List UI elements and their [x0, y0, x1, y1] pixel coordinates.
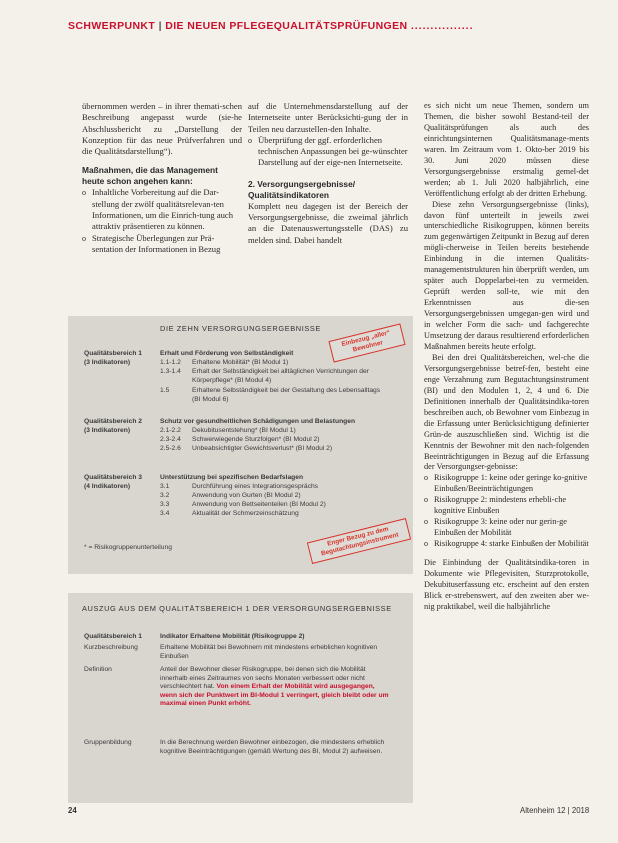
qb3-label — [84, 474, 154, 491]
indicator-num: 3.4 — [160, 510, 170, 517]
paragraph: Bei den drei Qualitätsbereichen, wel-che die Versorgungsergebnisse betref-fen, besteht eine enge Verzahnung zum Begutachtungsinstrument (BI) und den Modulen 1, 2, 4 und 6. Die Definitionen innerhalb der Qualitätsindika-toren beschreiben auch, ob Bewohner vom Einbezug in die Erfassung unter Berücksichtigung definierter Grün-de auszuschließen sind. Wichtig ist die Kenntnis der Bewohner mit den nach-folgenden Beeinträchtigungen in Bezug auf die Erfassung der Versorgungser-gebnisse: — [424, 352, 589, 472]
qb-title: Erhalt und Förderung von Selbständigkeit — [160, 350, 294, 357]
qb-count: (3 Indikatoren) — [84, 358, 131, 366]
qb-title: Schutz vor gesundheitlichen Schädigungen und Belastungen — [160, 418, 356, 425]
column-3 — [424, 101, 589, 613]
footnote: * = Risikogruppenunterteilung — [84, 544, 172, 551]
indicator-text: Durchführung eines Integrationsgesprächs — [192, 483, 319, 490]
indicator-num: 1.1-1.2 — [160, 359, 181, 366]
qb-label: Qualitätsbereich 1 — [84, 350, 142, 357]
qb-title: Unterstützung bei spezifischen Bedarfslagen — [160, 474, 304, 481]
subheading: 2. Versorgungsergebnisse/ Qualitätsindikatoren — [248, 178, 356, 200]
row-value: Erhaltene Mobilität bei Bewohnern mit mindestens erheblichen kognitiven Einbußen — [160, 644, 378, 660]
box-title: AUSZUG AUS DEM QUALITÄTSBEREICH 1 DER VERSORGUNGSERGEBNISSE — [82, 604, 392, 613]
indicator-text: Anwendung von Bettseitenteilen (BI Modul 2) — [192, 501, 326, 508]
page-number: 24 — [68, 806, 77, 815]
stamp-begutachtung: Enger Bezug zu dem Begutachtungsinstrument — [307, 518, 411, 564]
indicator-text: Erhaltene Mobilität* (BI Modul 1) — [192, 359, 289, 366]
paragraph: Diese zehn Versorgungsergebnisse (links), davon fünf unterteilt in jeweils zwei unterschiedliche Risikogruppen, können bereits zum gegenwärtigen Zeitpunkt in Bezug auf deren mögli-cherweise in Teilen bereits bestehende Einbindung in die internen Qualitäts-managementstrukturen hin überprüft werden, um später auch Doppelarbei-ten zu vermeiden. Geprüft werden soll-te, wie mit den Erkenntnissen aus die-sen Versorgungsergebnissen umgegan-gen wird und in welcher Form die sach- und fachgerechte Umsetzung der daraus resultierend erforderlichen Maßnahmen bereits heute erfolgt. — [424, 199, 589, 351]
row-key: Gruppenbildung — [84, 739, 132, 746]
bullet-item: o Risikogruppe 4: starke Einbußen der Mobilität — [424, 539, 589, 550]
bullet-list — [248, 135, 408, 169]
indicator-num: 3.1 — [160, 483, 170, 490]
indicator-text: Erhaltene Selbständigkeit bei der Gestaltung des Lebensalltags (BI Modul 6) — [192, 387, 381, 403]
bullet-item: o Überprüfung der ggf. erforderlichen technischen Anpassungen bei ge-wünschter Darstellung auf der eige-nen Internetseite. — [248, 135, 408, 169]
indicator-num: 2.5-2.6 — [160, 445, 181, 452]
paragraph: auf die Unternehmensdarstellung auf der Internetseite unter Berücksichti-gung der in Teilen neu darzustellen-den Inhalte. — [248, 101, 408, 134]
bullet-list — [82, 187, 242, 255]
header-separator: | — [158, 20, 162, 32]
auszug-box — [68, 593, 413, 803]
column-1 — [82, 101, 242, 255]
indicator-text: Erhalt der Selbständigkeit bei alltäglichen Verrichtungen der Körperpflege* (BI Modul 4) — [192, 368, 369, 384]
bullet-item: o Risikogruppe 1: keine oder geringe ko-gnitive Einbußen/Beeinträchtigungen — [424, 473, 589, 495]
bullet-item: o Strategische Überlegungen zur Prä-sentation der Informationen in Bezug — [82, 233, 242, 256]
qb-label: Qualitätsbereich 3 — [84, 474, 142, 481]
qb-count: (4 Indikatoren) — [84, 482, 131, 490]
row-key: Kurzbeschreibung — [84, 644, 138, 651]
indicator-text: Dekubitusentstehung* (BI Modul 1) — [192, 427, 296, 434]
indicator-num: 3.3 — [160, 501, 170, 508]
indicator-num: 1.5 — [160, 387, 170, 394]
header-section-label: SCHWERPUNKT — [68, 20, 156, 32]
box-title: DIE ZEHN VERSORGUNGSERGEBNISSE — [160, 324, 321, 333]
definition-text: Anteil der Bewohner dieser Risikogruppe, bei denen sich die Mobilität innerhalb eines Zeitraumes von sechs Monaten verbessert oder nicht verschlechtert hat. — [160, 666, 366, 691]
risk-group-list — [424, 473, 589, 550]
row-key: Definition — [84, 666, 112, 673]
column-2 — [248, 101, 408, 246]
definition-highlight: Von einem Erhalt der Mobilität wird ausgegangen, wenn sich der Punktwert im BI-Modul 1 verringert, gleich bleibt oder um maximal einen Punkt erhöht. — [160, 683, 389, 708]
indicator-text: Unbeabsichtigter Gewichtsverlust* (BI Modul 2) — [192, 445, 333, 452]
indicator-num: 1.3-1.4 — [160, 368, 181, 375]
indicator-text: Anwendung von Gurten (BI Modul 2) — [192, 492, 301, 499]
indicator-num: 3.2 — [160, 492, 170, 499]
bullet-item: o Inhaltliche Vorbereitung auf die Dar-stellung der zwölf qualitätsrelevan-ten Informationen, um die Einrich-tung auch attraktiv präsentieren zu können. — [82, 187, 242, 232]
magazine-issue: Altenheim 12 | 2018 — [520, 806, 590, 815]
paragraph: Komplett neu dagegen ist der Bereich der Versorgungsergebnisse, die zweimal jährlich an die Datenauswertungsstelle (DAS) zu melden sind. Dabei handelt — [248, 200, 408, 245]
header-topic: DIE NEUEN PFLEGEQUALITÄTSPRÜFUNGEN — [165, 20, 408, 32]
qb2-label — [84, 418, 154, 435]
stamp-einbezug: Einbezug „aller“ Bewohner — [328, 323, 405, 362]
indicator-text: Aktualität der Schmerzeinschätzung — [192, 510, 299, 517]
paragraph: es sich nicht um neue Themen, sondern um Themen, die bisher sowohl Bestand-teil der Qualitätsprüfungen als auch des einrichtungsinternen Qualitätsmanage-ments waren. Im Zeitraum vom 1. Okto-ber 2019 bis 30. Juni 2020 müssen diese Versorgungsergebnisse erstmalig gemel-det werden; ab 1. Juli 2020 halbjährlich, eine Veröffentlichung erfolgt ab der dritten Erhebung. — [424, 101, 589, 198]
subheading: Maßnahmen, die das Management heute schon angehen kann: — [82, 165, 218, 187]
row-value: Indikator Erhaltene Mobilität (Risikogruppe 2) — [160, 633, 305, 640]
versorgungsergebnisse-box — [68, 316, 413, 574]
bullet-item: o Risikogruppe 2: mindestens erhebli-che kognitive Einbußen — [424, 495, 589, 517]
qb-label: Qualitätsbereich 2 — [84, 418, 142, 425]
indicator-text: Schwerwiegende Sturzfolgen* (BI Modul 2) — [192, 436, 320, 443]
header-dots: ................ — [410, 20, 474, 32]
section-header — [68, 20, 474, 32]
qb1-label — [84, 350, 154, 367]
row-value — [160, 666, 390, 709]
row-key: Qualitätsbereich 1 — [84, 633, 142, 640]
indicator-num: 2.3-2.4 — [160, 436, 181, 443]
qb-count: (3 Indikatoren) — [84, 426, 131, 434]
paragraph: Die Einbindung der Qualitätsindika-toren in Dokumente wie Pflegevisiten, Sturzprotokolle, Dekubituserfassung etc. erscheint auf den ersten Blick er-strebenswert, auf den zweiten aber we-nig praktikabel, weil die halbjährliche — [424, 558, 589, 611]
indicator-num: 2.1-2.2 — [160, 427, 181, 434]
row-value: In die Berechnung werden Bewohner einbezogen, die mindestens erheblich kognitive Beeinträchtigungen (gemäß Wertung des BI, Modul 2) aufweisen. — [160, 739, 385, 755]
paragraph: übernommen werden – in ihrer themati-schen Beschreibung angepasst wurde (sie-he Abschlussbericht zu „Darstellung der Konzeption für das neue Prüfverfahren und die Qualitätsdarstellung“). — [82, 101, 242, 157]
bullet-item: o Risikogruppe 3: keine oder nur gerin-ge Einbußen der Mobilität — [424, 517, 589, 539]
